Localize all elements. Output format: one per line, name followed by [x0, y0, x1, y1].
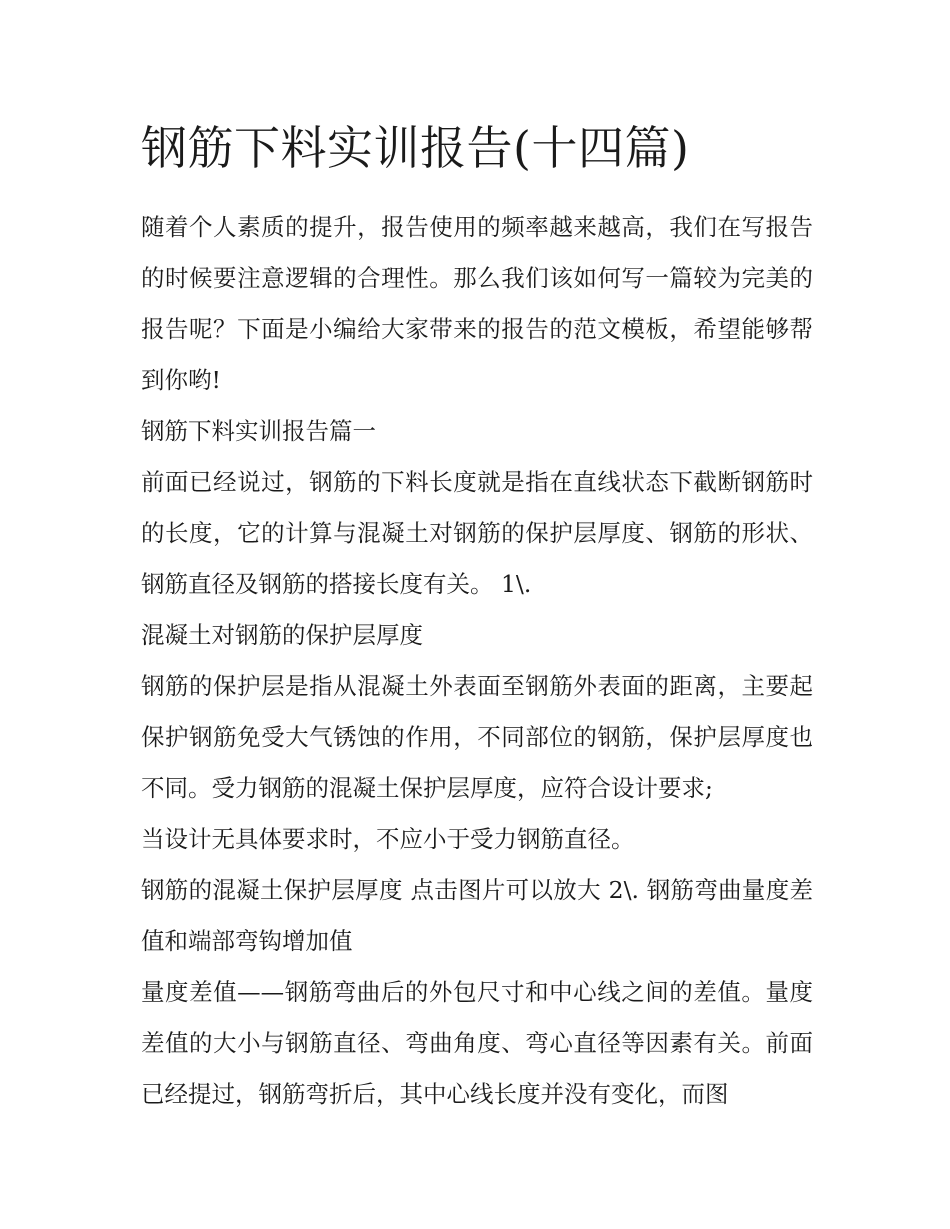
subsection-heading: 混凝土对钢筋的保护层厚度 — [141, 621, 423, 649]
body-paragraph: 量度差值——钢筋弯曲后的外包尺寸和中心线之间的差值。量度差值的大小与钢筋直径、弯曲角度、弯心直径等因素有关。前面已经提过，钢筋弯折后，其中心线长度并没有变化，而图 — [141, 978, 813, 1108]
document-page — [141, 118, 813, 1120]
body-paragraph: 钢筋的混凝土保护层厚度 点击图片可以放大 2\. 钢筋弯曲量度差值和端部弯钩增加值 — [141, 876, 813, 955]
intro-paragraph: 随着个人素质的提升，报告使用的频率越来越高，我们在写报告的时候要注意逻辑的合理性。那么我们该如何写一篇较为完美的报告呢？下面是小编给大家带来的报告的范文模板，希望能够帮到你哟! — [141, 213, 813, 394]
body-paragraph: 前面已经说过，钢筋的下料长度就是指在直线状态下截断钢筋时的长度，它的计算与混凝土对钢筋的保护层厚度、钢筋的形状、钢筋直径及钢筋的搭接长度有关。 1\. — [141, 468, 813, 598]
body-paragraph: 钢筋的保护层是指从混凝土外表面至钢筋外表面的距离，主要起保护钢筋免受大气锈蚀的作用，不同部位的钢筋，保护层厚度也不同。受力钢筋的混凝土保护层厚度，应符合设计要求; — [141, 672, 813, 802]
section-heading: 钢筋下料实训报告篇一 — [141, 417, 376, 445]
body-paragraph: 当设计无具体要求时，不应小于受力钢筋直径。 — [141, 825, 635, 853]
document-title: 钢筋下料实训报告(十四篇) — [141, 121, 690, 175]
